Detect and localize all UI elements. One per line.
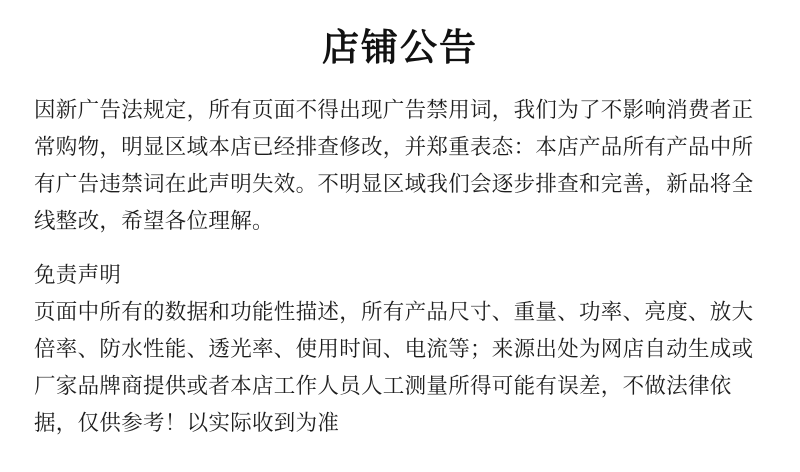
page-title: 店铺公告: [322, 27, 478, 68]
notice-main-paragraph: 因新广告法规定，所有页面不得出现广告禁用词，我们为了不影响消费者正常购物，明显区域本店已经排查修改，并郑重表态：本店产品所有产品中所有广告违禁词在此声明失效。不明显区域我们会逐步排查和完善，新品将全线整改，希望各位理解。: [34, 98, 754, 234]
disclaimer-heading: 免责声明: [34, 263, 122, 288]
store-notice-page: [0, 26, 800, 472]
notice-body: [34, 92, 766, 442]
disclaimer-paragraph: 页面中所有的数据和功能性描述，所有产品尺寸、重量、功率、亮度、放大倍率、防水性能、透光率、使用时间、电流等；来源出处为网店自动生成或厂家品牌商提供或者本店工作人员人工测量所得可能有误差，不做法律依据，仅供参考！以实际收到为准: [34, 300, 754, 436]
